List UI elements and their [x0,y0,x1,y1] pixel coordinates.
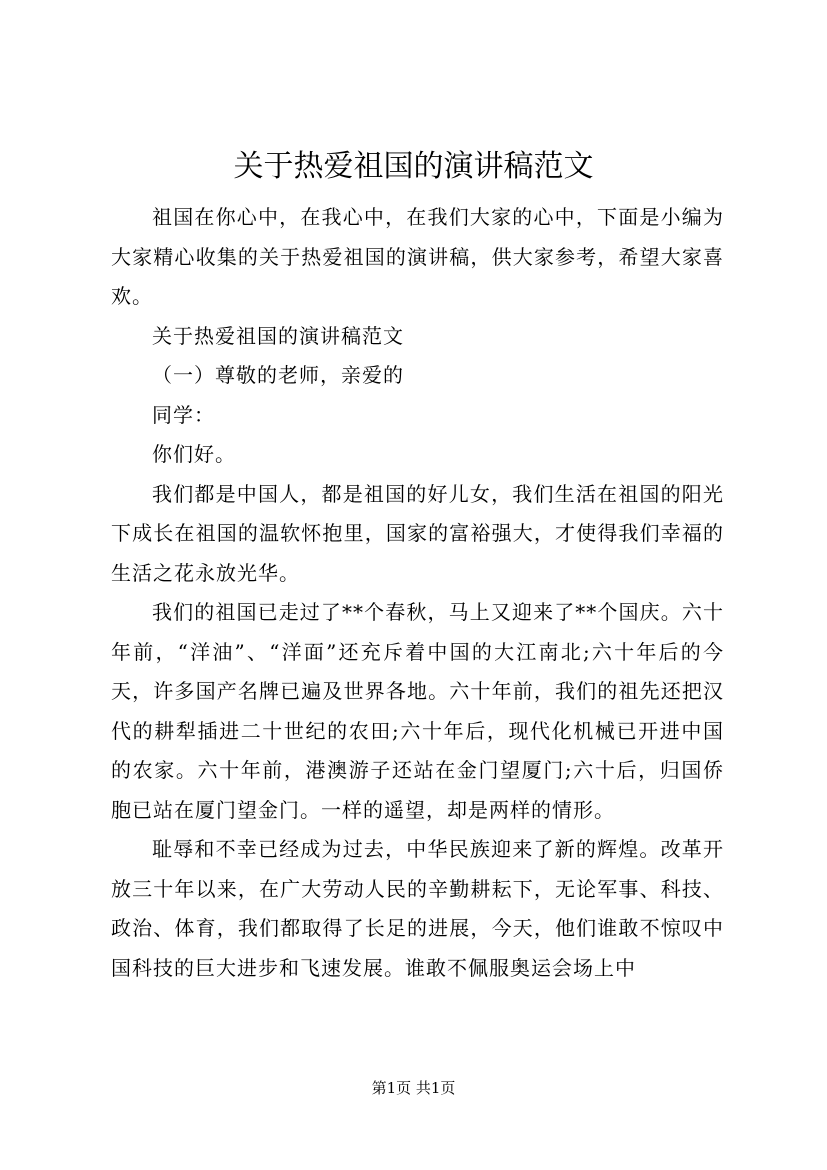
page-footer: 第1页 共1页 [371,1079,456,1097]
paragraph-body-2: 我们的祖国已走过了**个春秋，马上又迎来了**个国庆。六十年前，“洋油”、“洋面”还充斥着中国的大江南北;六十年后的今天，许多国产名牌已遍及世界各地。六十年前，我们的祖先还把汉代的耕犁插进二十世纪的农田;六十年后，现代化机械已开进中国的农家。六十年前，港澳游子还站在金门望厦门;六十后，归国侨胞已站在厦门望金门。一样的遥望，却是两样的情形。 [111,600,724,822]
paragraph-body-1: 我们都是中国人，都是祖国的好儿女，我们生活在祖国的阳光下成长在祖国的温软怀抱里，国家的富裕强大，才使得我们幸福的生活之花永放光华。 [111,481,724,585]
paragraph-greeting: 你们好。 [152,442,236,466]
paragraph-salutation-cont: 同学： [152,402,215,427]
paragraph-intro: 祖国在你心中，在我心中，在我们大家的心中，下面是小编为大家精心收集的关于热爱祖国的演讲稿，供大家参考，希望大家喜欢。 [111,205,724,308]
paragraph-subtitle: 关于热爱祖国的演讲稿范文 [152,323,404,348]
paragraph-body-3: 耻辱和不幸已经成为过去，中华民族迎来了新的辉煌。改革开放三十年以来，在广大劳动人民的辛勤耕耘下，无论军事、科技、政治、体育，我们都取得了长足的进展，今天，他们谁敢不惊叹中国科技的巨大进步和飞速发展。谁敢不佩服奥运会场上中 [111,837,724,980]
document-body [111,198,724,988]
paragraph-salutation: （一）尊敬的老师，亲爱的 [152,363,404,387]
document-title: 关于热爱祖国的演讲稿范文 [233,149,594,184]
